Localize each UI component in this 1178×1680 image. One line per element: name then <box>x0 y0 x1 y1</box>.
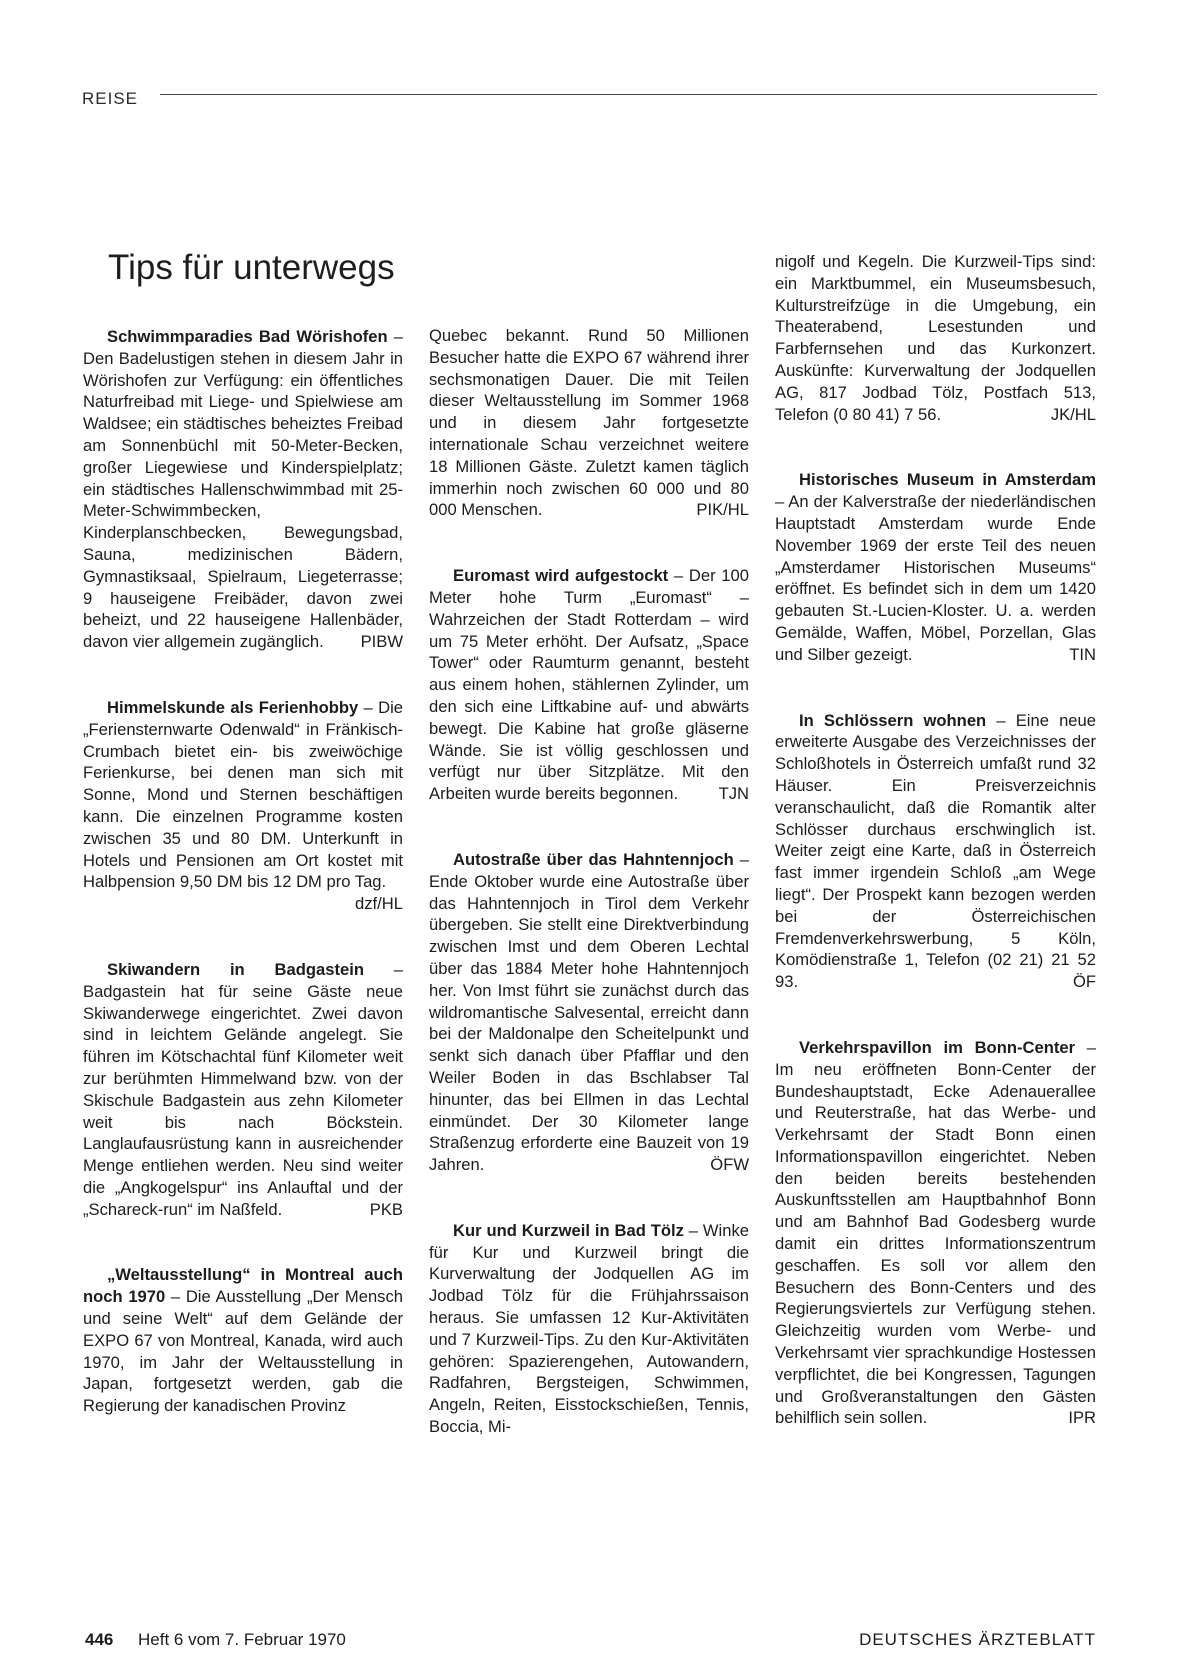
article-euromast <box>429 565 749 805</box>
article-signature: ÖFW <box>710 1155 749 1175</box>
article-heading: Skiwandern in Badgastein <box>107 959 364 979</box>
article-heading: Verkehrspavillon im Bonn-Center <box>799 1037 1076 1057</box>
article-heading: Kur und Kurzweil in Bad Tölz <box>453 1220 684 1240</box>
article-signature: JK/HL <box>1050 404 1096 424</box>
article-heading: Autostraße über das Hahntennjoch <box>453 849 734 869</box>
journal-name: DEUTSCHES ÄRZTEBLATT <box>859 1630 1096 1649</box>
column-3 <box>775 251 1096 1429</box>
article-heading: „Weltausstellung“ in Montreal auch noch 1970 <box>83 1265 403 1307</box>
article-signature: IPR <box>1068 1408 1096 1428</box>
article-hahntennjoch <box>429 849 749 1176</box>
header-rule <box>160 94 1097 95</box>
article-heading: Himmelskunde als Ferienhobby <box>107 697 359 717</box>
article-heading: In Schlössern wohnen <box>799 710 987 730</box>
article-body: – Eine neue erweiterte Ausgabe des Verzeichnisses der Schloßhotels in Österreich umfaßt rund 32 Häuser. Ein Preisverzeichnis veranschaulicht, daß die Romantik alter Schlösser durchaus erschwinglich ist. Weiter zeigt eine Karte, daß in Österreich fast immer irgendein Schloß „am Wege liegt“. Der Prospekt kann bezogen werden bei der Österreichischen Fremdenverkehrswerbung, 5 Köln, Komödienstraße 1, Telefon (02 21) 21 52 93. <box>775 710 1096 992</box>
page-number: 446 <box>85 1630 114 1649</box>
article-signature: TIN <box>1069 644 1096 664</box>
page-title: Tips für unterwegs <box>108 248 395 287</box>
article-body: – Im neu eröffneten Bonn-Center der Bundeshauptstadt, Ecke Adenauerallee und Reuterstraße, hat das Werbe- und Verkehrsamt der Stadt Bonn einen Informationspavillon eingerichtet. Neben den beiden bereits bestehenden Auskunftsstellen am Hauptbahnhof Bonn und am Bahnhof Bad Godesberg wurde damit ein drittes Informationszentrum geschaffen. Es soll vor allem den Besuchern des Bonn-Centers und des Regierungsviertels zur Verfügung stehen. Gleichzeitig wurden vom Werbe- und Verkehrsamt vier sprachkundige Hostessen verpflichtet, die bei Kongressen, Tagungen und Großveranstaltungen den Gästen behilflich sein sollen. <box>775 1037 1096 1428</box>
article-heading: Euromast wird aufgestockt <box>453 566 669 586</box>
article-body-continued: nigolf und Kegeln. Die Kurzweil-Tips sind: ein Marktbummel, ein Museumsbesuch, Kulturstreifzüge in die Umgebung, ein Theaterabend, Lesestunden und Farbfernsehen und das Kurkonzert. Auskünfte: Kurverwaltung der Jodquellen AG, 817 Jodbad Tölz, Postfach 513, Telefon (0 80 41) 7 56. <box>775 252 1096 424</box>
article-bad-toelz-continued <box>775 251 1096 425</box>
article-signature: PKB <box>369 1199 403 1219</box>
issue-info: Heft 6 vom 7. Februar 1970 <box>138 1630 346 1649</box>
article-heading: Historisches Museum in Amsterdam <box>799 470 1096 490</box>
article-skiwandern <box>83 959 403 1221</box>
article-signature: ÖF <box>1072 972 1096 992</box>
article-weltausstellung-continued <box>429 325 749 521</box>
article-signature: PIK/HL <box>696 500 749 520</box>
article-body-continued: Quebec bekannt. Rund 50 Millionen Besucher hatte die EXPO 67 während ihrer sechsmonatigen Dauer. Die mit Teilen dieser Weltausstellung im Sommer 1968 und in diesem Jahr fortgesetzte internationale Schau verzeichnet weitere 18 Millionen Gäste. Zuletzt kamen täglich immerhin noch zwischen 60 000 und 80 000 Menschen. <box>429 326 749 520</box>
article-heading: Schwimmparadies Bad Wörishofen <box>107 327 388 346</box>
article-body: – Ende Oktober wurde eine Autostraße über das Hahntennjoch in Tirol dem Verkehr übergeben. Sie stellt eine Direktverbindung zwischen Imst und dem Oberen Lechtal über das 1884 Meter hohe Hahntennjoch her. Von Imst führt sie zunächst durch das wildromantische Salvesental, erreicht dann bei der Maldonalpe den Scheitelpunkt und senkt sich danach über Pfafflar und den Weiler Boden in das Bschlabser Tal hinunter, das bei Ellmen in das Lechtal einmündet. Der 30 Kilometer lange Straßenzug erforderte eine Bauzeit von 19 Jahren. <box>429 849 749 1175</box>
article-signature: dzf/HL <box>355 894 403 914</box>
article-body: – Den Badelustigen stehen in diesem Jahr in Wörishofen zur Verfügung: ein öffentliches Naturfreibad mit Liege- und Spielwiese am Waldsee; ein städtisches beheiztes Freibad am Sonnenbüchl mit 50-Meter-Becken, großer Liegewiese und Kinderspielplatz; ein städtisches Hallenschwimmbad mit 25-Meter-Schwimmbecken, Kinderplanschbecken, Bewegungsbad, Sauna, medizinischen Bädern, Gymnastiksaal, Spielraum, Liegeterrasse; 9 hauseigene Freibäder, davon zwei beheizt, und 22 hauseigene Hallenbäder, davon vier allgemein zugänglich. <box>83 327 404 652</box>
article-signature: TJN <box>718 784 749 804</box>
article-amsterdam <box>775 469 1096 665</box>
column-1 <box>83 326 403 1417</box>
article-body: – Winke für Kur und Kurzweil bringt die Kurverwaltung der Jodquellen AG im Jodbad Tölz für die Frühjahrssaison heraus. Sie umfassen 12 Kur-Aktivitäten und 7 Kurzweil-Tips. Zu den Kur-Aktivitäten gehören: Spazierengehen, Autowandern, Radfahren, Bergsteigen, Schwimmen, Angeln, Reiten, Eisstockschießen, Tennis, Boccia, Mi- <box>429 1220 749 1437</box>
section-label: REISE <box>82 89 139 108</box>
column-2 <box>429 325 749 1438</box>
article-himmelskunde <box>83 697 403 915</box>
article-weltausstellung <box>83 1264 403 1417</box>
article-schloesser <box>775 710 1096 993</box>
article-signature: PIBW <box>360 632 403 652</box>
article-body: – Der 100 Meter hohe Turm „Euromast“ – Wahrzeichen der Stadt Rotterdam – wird um 75 Meter erhöht. Der Aufsatz, „Space Tower“ oder Raumturm genannt, besteht aus einem hohen, stählernen Zylinder, um den sich eine Liftkabine auf- und abwärts bewegt. Die Kabine hat große gläserne Wände. Sie ist völlig geschlossen und verfügt nur über Sitzplätze. Mit den Arbeiten wurde bereits begonnen. <box>429 566 749 804</box>
article-body: – Die „Feriensternwarte Odenwald“ in Fränkisch-Crumbach bietet ein- bis zweiwöchige Ferienkurse, bei denen man sich mit Sonne, Mond und Sternen beschäftigen kann. Die einzelnen Programme kosten zwischen 35 und 80 DM. Unterkunft in Hotels und Pensionen am Ort kostet mit Halbpension 9,50 DM bis 12 DM pro Tag. <box>83 697 403 892</box>
article-bad-toelz <box>429 1220 749 1438</box>
article-body: – Die Ausstellung „Der Mensch und seine Welt“ auf dem Gelände der EXPO 67 von Montreal, Kanada, wird auch 1970, im Jahr der Weltausstellung in Japan, fortgesetzt werden, gab die Regierung der kanadischen Provinz <box>83 1287 403 1416</box>
article-bonn-center <box>775 1037 1096 1429</box>
article-body: – An der Kalverstraße der niederländischen Hauptstadt Amsterdam wurde Ende November 1969 der erste Teil des neuen „Amsterdamer Historischen Museums“ eröffnet. Es befindet sich in dem um 1420 gebauten St.-Lucien-Kloster. U. a. werden Gemälde, Waffen, Möbel, Porzellan, Glas und Silber gezeigt. <box>775 492 1096 664</box>
article-body: – Badgastein hat für seine Gäste neue Skiwanderwege eingerichtet. Zwei davon sind in leichtem Gelände angelegt. Sie führen im Kötschachtal fünf Kilometer weit zur berühmten Himmelwand bzw. von der Skischule Badgastein aus zehn Kilometer weit bis nach Böckstein. Langlaufausrüstung kann in ausreichender Menge entliehen werden. Neu sind weiter die „Angkogelspur“ ins Anlauftal und der „Schareck-run“ im Naßfeld. <box>83 959 403 1219</box>
article-schwimmparadies <box>83 326 403 653</box>
